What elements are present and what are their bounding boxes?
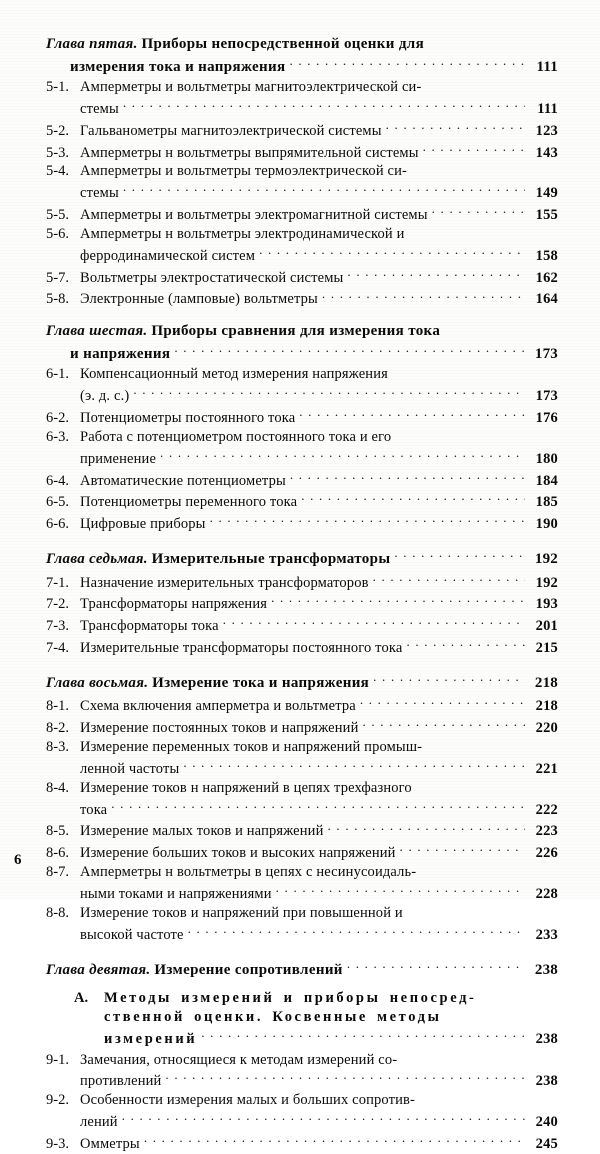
- leader-dots: [347, 958, 525, 974]
- section-line: [46, 469, 558, 491]
- section-number: 6-1.: [46, 366, 69, 383]
- toc-section-entry[interactable]: [46, 841, 558, 863]
- section-number: 8-4.: [46, 779, 69, 796]
- section-title: Измерение малых токов и напряжений: [80, 823, 324, 840]
- page-number: 226: [535, 845, 558, 862]
- section-line: [46, 141, 558, 163]
- leader-dots: [373, 671, 525, 687]
- section-line: [46, 636, 558, 658]
- section-number: 8-2.: [46, 720, 69, 737]
- leader-dots: [394, 547, 525, 563]
- page-number: 173: [535, 388, 558, 405]
- leader-dots: [406, 636, 525, 652]
- chapter-title: Измерение тока и напряжения: [152, 674, 370, 691]
- page-number: 173: [534, 345, 558, 362]
- section-number: 8-5.: [46, 823, 69, 840]
- section-title-line2: противлений: [80, 1073, 162, 1090]
- section-number: 7-1.: [46, 574, 69, 591]
- part-heading-line: [74, 989, 558, 1008]
- leader-dots: [259, 244, 525, 260]
- section-line: [46, 571, 558, 593]
- section-title-continuation: [46, 181, 558, 203]
- toc-section-entry[interactable]: [46, 614, 558, 636]
- section-line: [46, 694, 558, 716]
- toc-chapter-entry[interactable]: [46, 547, 558, 570]
- section-number: 9-2.: [46, 1092, 69, 1109]
- toc-section-entry[interactable]: [46, 287, 558, 309]
- section-number: 5-2.: [46, 122, 69, 139]
- section-title: Омметры: [80, 1135, 140, 1152]
- toc-section-entry[interactable]: [46, 1132, 558, 1154]
- section-title: Особенности измерения малых и больших сопротив-: [80, 1092, 415, 1109]
- page-number: 143: [535, 144, 558, 161]
- toc-section-entry[interactable]: [46, 203, 558, 225]
- toc-section-entry[interactable]: [46, 1091, 558, 1132]
- section-title-line2: тока: [80, 801, 108, 818]
- toc-section-entry[interactable]: [46, 779, 558, 820]
- toc-chapter-entry[interactable]: [46, 671, 558, 694]
- toc-section-entry[interactable]: [46, 1051, 558, 1092]
- part-title-continuation-1: [74, 1008, 558, 1027]
- toc-section-entry[interactable]: [46, 863, 558, 904]
- section-title: Электронные (ламповые) вольтметры: [80, 291, 318, 308]
- section-line: [46, 716, 558, 738]
- section-title: Вольтметры электростатической системы: [80, 269, 344, 286]
- section-line: [46, 266, 558, 288]
- part-title-line1: Методы измерений и приборы непосред-: [104, 990, 477, 1007]
- section-title-continuation: [46, 447, 558, 469]
- page-number: 176: [535, 409, 558, 426]
- section-title: Работа с потенциометром постоянного тока и его: [80, 428, 392, 445]
- leader-dots: [133, 384, 525, 400]
- section-line: [46, 614, 558, 636]
- section-title-continuation: [46, 757, 558, 779]
- page-number: 184: [535, 472, 558, 489]
- section-title-line2: стемы: [80, 185, 119, 202]
- section-number: 8-6.: [46, 845, 69, 862]
- page-number: 201: [535, 618, 558, 635]
- section-number: 5-8.: [46, 291, 69, 308]
- section-line: [46, 512, 558, 534]
- toc-section-entry[interactable]: [46, 266, 558, 288]
- page-number: 158: [535, 247, 558, 264]
- page-number: 221: [535, 760, 558, 777]
- section-title: Назначение измерительных трансформаторов: [80, 574, 369, 591]
- leader-dots: [290, 469, 525, 485]
- chapter-title-line2: и напряжения: [70, 345, 171, 362]
- section-title: Цифровые приборы: [80, 516, 206, 533]
- toc-section-entry[interactable]: [46, 636, 558, 658]
- leader-dots: [432, 203, 525, 219]
- section-title-continuation: [46, 384, 558, 406]
- page-number: 215: [535, 640, 558, 657]
- page-number: 164: [535, 291, 558, 308]
- section-title: Амперметры и вольтметры магнитоэлектрической си-: [80, 79, 422, 95]
- page-folio-number: 6: [14, 852, 22, 868]
- toc-section-entry[interactable]: [46, 225, 558, 266]
- leader-dots: [223, 614, 525, 630]
- section-title: Замечания, относящиеся к методам измерений со-: [80, 1051, 398, 1068]
- section-line: [46, 1132, 558, 1154]
- section-title-continuation: [46, 1069, 558, 1091]
- leader-dots: [160, 447, 525, 463]
- section-title-continuation: [46, 244, 558, 266]
- chapter-title-line: [46, 671, 558, 694]
- section-number: 5-7.: [46, 269, 69, 286]
- page-number: 192: [535, 574, 558, 591]
- chapter-title-continuation: [46, 342, 558, 365]
- toc-section-entry[interactable]: [46, 716, 558, 738]
- section-title-line2: ными токами и напряжениями: [80, 886, 272, 902]
- section-title: Трансформаторы напряжения: [80, 596, 268, 613]
- section-line: [46, 287, 558, 309]
- section-title-continuation: [46, 1110, 558, 1132]
- page-number: 111: [537, 100, 558, 117]
- toc-section-entry[interactable]: [46, 469, 558, 491]
- chapter-heading-text: [46, 322, 440, 342]
- section-title: Амперметры н вольтметры в цепях с несинусоидаль-: [80, 864, 417, 881]
- leader-dots: [111, 798, 525, 814]
- toc-section-entry[interactable]: [46, 819, 558, 841]
- toc-section-entry[interactable]: [46, 78, 558, 119]
- leader-dots: [363, 716, 526, 732]
- chapter-label: Глава седьмая.: [46, 551, 148, 568]
- section-number: 6-4.: [46, 472, 69, 489]
- toc-section-entry[interactable]: [46, 406, 558, 428]
- toc-section-entry[interactable]: [46, 512, 558, 534]
- page-number: 233: [535, 926, 558, 943]
- section-line: [46, 1091, 558, 1110]
- leader-dots: [271, 592, 525, 608]
- section-title-line2: ферродинамической систем: [80, 247, 256, 264]
- leader-dots: [423, 141, 525, 157]
- page-number: 185: [535, 494, 558, 511]
- toc-section-entry[interactable]: [46, 694, 558, 716]
- section-title-line2: стемы: [80, 100, 119, 117]
- table-of-contents-list: [46, 22, 558, 1154]
- part-letter: А.: [74, 990, 89, 1007]
- leader-dots: [122, 1110, 525, 1126]
- section-number: 5-3.: [46, 144, 69, 161]
- toc-section-entry[interactable]: [46, 428, 558, 469]
- leader-dots: [183, 757, 525, 773]
- leader-dots: [123, 181, 525, 197]
- toc-section-entry[interactable]: [46, 141, 558, 163]
- section-title: Измерение переменных токов и напряжений промыш-: [80, 739, 423, 756]
- section-title: Измерение постоянных токов и напряжений: [80, 720, 359, 737]
- leader-dots: [144, 1132, 525, 1148]
- page-number: 245: [535, 1135, 558, 1152]
- page-number: 190: [535, 516, 558, 533]
- section-title: Измерение токов н напряжений в цепях трехфазного: [80, 779, 412, 796]
- section-title-line2: высокой частоте: [80, 926, 184, 943]
- section-title: Амперметры и вольтметры термоэлектрической си-: [80, 163, 407, 180]
- page-number: 220: [535, 720, 558, 737]
- chapter-title-continuation: [46, 55, 558, 78]
- page-number: 240: [535, 1114, 558, 1131]
- section-title-line2: ленной частоты: [80, 760, 180, 777]
- part-title-line3: измерений: [104, 1030, 198, 1047]
- section-title: Измерение больших токов и высоких напряжений: [80, 845, 396, 862]
- toc-section-entry[interactable]: [46, 571, 558, 593]
- section-title: Схема включения амперметра и вольтметра: [80, 698, 356, 715]
- section-line: [46, 841, 558, 863]
- toc-part-entry[interactable]: [46, 989, 558, 1049]
- section-number: 6-2.: [46, 409, 69, 426]
- chapter-heading-text: [46, 674, 369, 694]
- leader-dots: [386, 119, 525, 135]
- toc-section-entry[interactable]: [46, 365, 558, 406]
- section-number: 9-3.: [46, 1135, 69, 1152]
- section-number: 8-7.: [46, 864, 69, 881]
- part-title-line2: ственной оценки. Косвенные методы: [104, 1008, 442, 1025]
- leader-dots: [400, 841, 525, 857]
- section-title: Потенциометры постоянного тока: [80, 409, 296, 426]
- section-line: [46, 365, 558, 384]
- page-number: 111: [536, 58, 558, 75]
- chapter-heading-text: [46, 35, 424, 55]
- part-title-continuation-2: [74, 1027, 558, 1049]
- section-line: [46, 819, 558, 841]
- section-number: 5-5.: [46, 207, 69, 224]
- leader-dots: [373, 571, 525, 587]
- page-number: 162: [535, 269, 558, 286]
- page-number: 228: [535, 886, 558, 902]
- section-title: Компенсационный метод измерения напряжения: [80, 366, 388, 383]
- section-title: Амперметры н вольтметры электродинамической и: [80, 225, 405, 242]
- page-number: 180: [535, 450, 558, 467]
- section-line: [46, 119, 558, 141]
- section-number: 6-6.: [46, 516, 69, 533]
- leader-dots: [276, 882, 525, 898]
- page-number: 218: [534, 674, 558, 691]
- page-number: 218: [535, 698, 558, 715]
- section-title: Гальванометры магнитоэлектрической системы: [80, 122, 382, 139]
- section-number: 8-8.: [46, 904, 69, 921]
- section-line: [46, 863, 558, 882]
- section-line: [46, 1051, 558, 1070]
- chapter-heading-text: [46, 550, 390, 570]
- section-line: [46, 225, 558, 244]
- page-number: 223: [535, 823, 558, 840]
- section-title-continuation: [46, 798, 558, 820]
- chapter-label: Глава пятая.: [46, 36, 138, 52]
- section-number: 7-3.: [46, 618, 69, 635]
- section-number: 5-4.: [46, 163, 69, 180]
- section-number: 5-1.: [46, 79, 69, 95]
- chapter-title: Приборы сравнения для измерения тока: [151, 323, 441, 340]
- section-number: 6-3.: [46, 428, 69, 445]
- section-line: [46, 406, 558, 428]
- section-number: 9-1.: [46, 1051, 69, 1068]
- leader-dots: [289, 55, 525, 71]
- section-title-line2: применение: [80, 450, 157, 467]
- section-number: 7-4.: [46, 640, 69, 657]
- leader-dots: [322, 287, 525, 303]
- section-title-continuation: [46, 882, 558, 904]
- section-line: [46, 78, 558, 97]
- section-line: [46, 162, 558, 181]
- chapter-title-line: [46, 322, 558, 342]
- toc-section-entry[interactable]: [46, 904, 558, 945]
- chapter-title-line: [46, 958, 558, 981]
- section-title-continuation: [46, 923, 558, 945]
- leader-dots: [201, 1027, 525, 1043]
- section-line: [46, 779, 558, 798]
- leader-dots: [347, 266, 525, 282]
- section-title: Трансформаторы тока: [80, 618, 219, 635]
- chapter-label: Глава шестая.: [46, 323, 148, 340]
- section-number: 8-1.: [46, 698, 69, 715]
- page-number: 238: [534, 961, 558, 978]
- toc-section-entry[interactable]: [46, 162, 558, 203]
- section-title: Автоматические потенциометры: [80, 472, 286, 489]
- page-number: 192: [534, 551, 558, 568]
- chapter-title: Приборы непосредственной оценки для: [141, 36, 425, 52]
- toc-section-entry[interactable]: [46, 490, 558, 512]
- section-line: [46, 738, 558, 757]
- leader-dots: [188, 923, 525, 939]
- leader-dots: [360, 694, 525, 710]
- section-title: Потенциометры переменного тока: [80, 494, 298, 511]
- toc-section-entry[interactable]: [46, 119, 558, 141]
- toc-section-entry[interactable]: [46, 592, 558, 614]
- section-number: 6-5.: [46, 494, 69, 511]
- page-number: 238: [535, 1030, 558, 1047]
- leader-dots: [328, 819, 525, 835]
- section-number: 7-2.: [46, 596, 69, 613]
- page-number: 149: [535, 185, 558, 202]
- leader-dots: [210, 512, 525, 528]
- chapter-label: Глава восьмая.: [46, 674, 149, 691]
- toc-chapter-entry[interactable]: [46, 322, 558, 364]
- section-line: [46, 904, 558, 923]
- toc-section-entry[interactable]: [46, 738, 558, 779]
- chapter-title-line2: измерения тока и напряжения: [70, 58, 286, 75]
- toc-chapter-entry[interactable]: [46, 958, 558, 981]
- section-line: [46, 592, 558, 614]
- section-title-line2: лений: [80, 1114, 118, 1131]
- chapter-heading-text: [46, 961, 343, 981]
- chapter-title: Измерение сопротивлений: [154, 961, 343, 978]
- leader-dots: [301, 490, 525, 506]
- chapter-label: Глава девятая.: [46, 961, 151, 978]
- leader-dots: [174, 342, 525, 358]
- page-number: 238: [535, 1073, 558, 1090]
- page-number: 123: [535, 122, 558, 139]
- section-title: Измерение токов и напряжений при повышенной и: [80, 904, 403, 921]
- page-number: 155: [535, 207, 558, 224]
- section-title: Амперметры н вольтметры выпрямительной системы: [80, 144, 419, 161]
- page-number: 222: [535, 801, 558, 818]
- leader-dots: [299, 406, 525, 422]
- section-line: [46, 203, 558, 225]
- chapter-title-line: [46, 547, 558, 570]
- section-title-continuation: [46, 97, 558, 119]
- toc-chapter-entry[interactable]: [46, 35, 558, 77]
- page-number: 193: [535, 596, 558, 613]
- leader-dots: [123, 97, 525, 113]
- section-number: 8-3.: [46, 739, 69, 756]
- section-line: [46, 428, 558, 447]
- section-number: 5-6.: [46, 225, 69, 242]
- leader-dots: [165, 1069, 525, 1085]
- section-title: Измерительные трансформаторы постоянного тока: [80, 640, 403, 657]
- chapter-title: Измерительные трансформаторы: [151, 551, 391, 568]
- section-title-line2: (э. д. с.): [80, 388, 130, 405]
- section-line: [46, 490, 558, 512]
- chapter-title-line: [46, 35, 558, 55]
- section-title: Амперметры и вольтметры электромагнитной системы: [80, 207, 428, 224]
